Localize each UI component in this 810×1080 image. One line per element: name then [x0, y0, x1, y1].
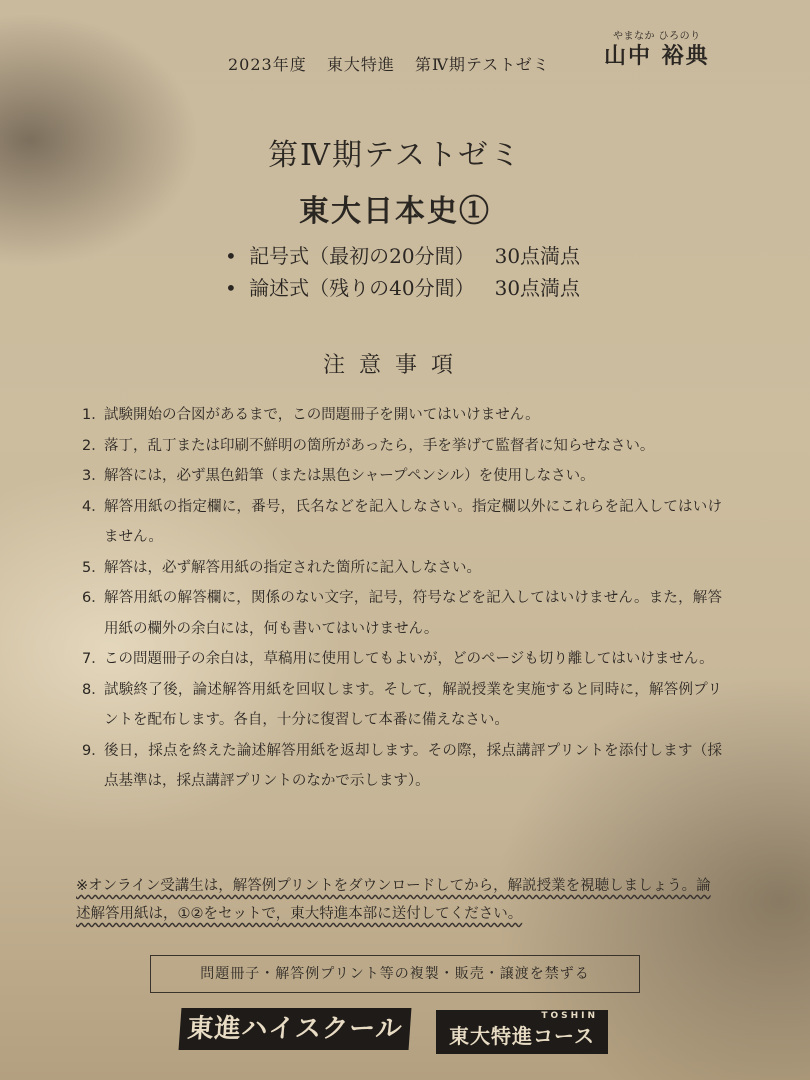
list-item — [82, 553, 722, 584]
note-text: 解答用紙の指定欄に，番号，氏名などを記入しなさい。指定欄以外にこれらを記入してはいけません。 — [104, 498, 722, 545]
note-number: 5． — [82, 559, 106, 576]
note-text: 落丁，乱丁または印刷不鮮明の箇所があったら，手を挙げて監督者に知らせなさい。 — [104, 437, 655, 454]
toshin-course-logo — [436, 1010, 608, 1054]
header-line — [228, 52, 564, 75]
format-score: 30点満点 — [494, 244, 581, 268]
format-list — [225, 240, 580, 304]
list-item — [82, 492, 722, 553]
list-item — [82, 400, 722, 431]
notes-list — [82, 400, 722, 797]
note-number: 6． — [82, 590, 106, 606]
format-score: 30点満点 — [494, 276, 581, 300]
format-item — [225, 240, 580, 272]
author-block — [604, 32, 710, 67]
note-number: 9． — [82, 742, 106, 759]
toshin-highschool-logo: 東進ハイスクール — [179, 1008, 412, 1050]
list-item — [82, 736, 722, 797]
format-item — [225, 272, 580, 304]
note-number: 7． — [82, 651, 106, 667]
note-text: 後日，採点を終えた論述解答用紙を返却します。その際，採点講評プリントを添付します（採点基準は，採点講評プリントのなかで示します）。 — [104, 742, 722, 789]
note-number: 4． — [82, 498, 106, 515]
header-year: 2023年度 — [228, 55, 307, 74]
list-item — [82, 644, 722, 675]
note-text: 解答は，必ず解答用紙の指定された箇所に記入しなさい。 — [104, 559, 481, 576]
toshin-logo-small: TOSHIN — [541, 1011, 598, 1021]
note-number: 3． — [82, 468, 106, 484]
online-student-note — [76, 872, 724, 928]
copyright-notice: 問題冊子・解答例プリント等の複製・販売・譲渡を禁ずる — [150, 955, 640, 993]
list-item — [82, 461, 722, 492]
author-ruby: やまなか ひろのり — [612, 31, 701, 42]
note-number: 1． — [82, 407, 106, 423]
format-label: 記号式（最初の20分間） — [249, 244, 475, 268]
header-term: 第Ⅳ期テストゼミ — [414, 55, 550, 74]
note-text: 試験開始の合図があるまで，この問題冊子を開いてはいけません。 — [104, 407, 540, 423]
author-name: 山中 裕典 — [604, 43, 710, 69]
toshin-logo-course: 東大特進コース — [449, 1024, 595, 1048]
note-number: 8． — [82, 681, 106, 698]
page-subtitle: 東大日本史① — [299, 194, 491, 229]
list-item — [82, 675, 722, 736]
header-program: 東大特進 — [326, 55, 395, 74]
page-title: 第Ⅳ期テストゼミ — [268, 138, 522, 173]
note-text: この問題冊子の余白は，草稿用に使用してもよいが，どのページも切り離してはいけません。 — [104, 651, 714, 667]
list-item — [82, 431, 722, 462]
format-label: 論述式（残りの40分間） — [249, 276, 475, 300]
note-number: 2． — [82, 437, 106, 454]
note-text: 解答には，必ず黒色鉛筆（または黒色シャープペンシル）を使用しなさい。 — [104, 468, 595, 484]
note-text: 試験終了後，論述解答用紙を回収します。そして，解説授業を実施すると同時に，解答例プリントを配布します。各自，十分に復習して本番に備えなさい。 — [104, 681, 722, 728]
online-note-text: ※オンライン受講生は，解答例プリントをダウンロードしてから，解説授業を視聴しましょう。論述解答用紙は，①②をセットで，東大特進本部に送付してください。 — [76, 878, 711, 922]
list-item — [82, 583, 722, 644]
notes-title: 注意事項 — [322, 353, 467, 378]
note-text: 解答用紙の解答欄に，関係のない文字，記号，符号などを記入してはいけません。また，解答用紙の欄外の余白には，何も書いてはいけません。 — [104, 590, 722, 637]
